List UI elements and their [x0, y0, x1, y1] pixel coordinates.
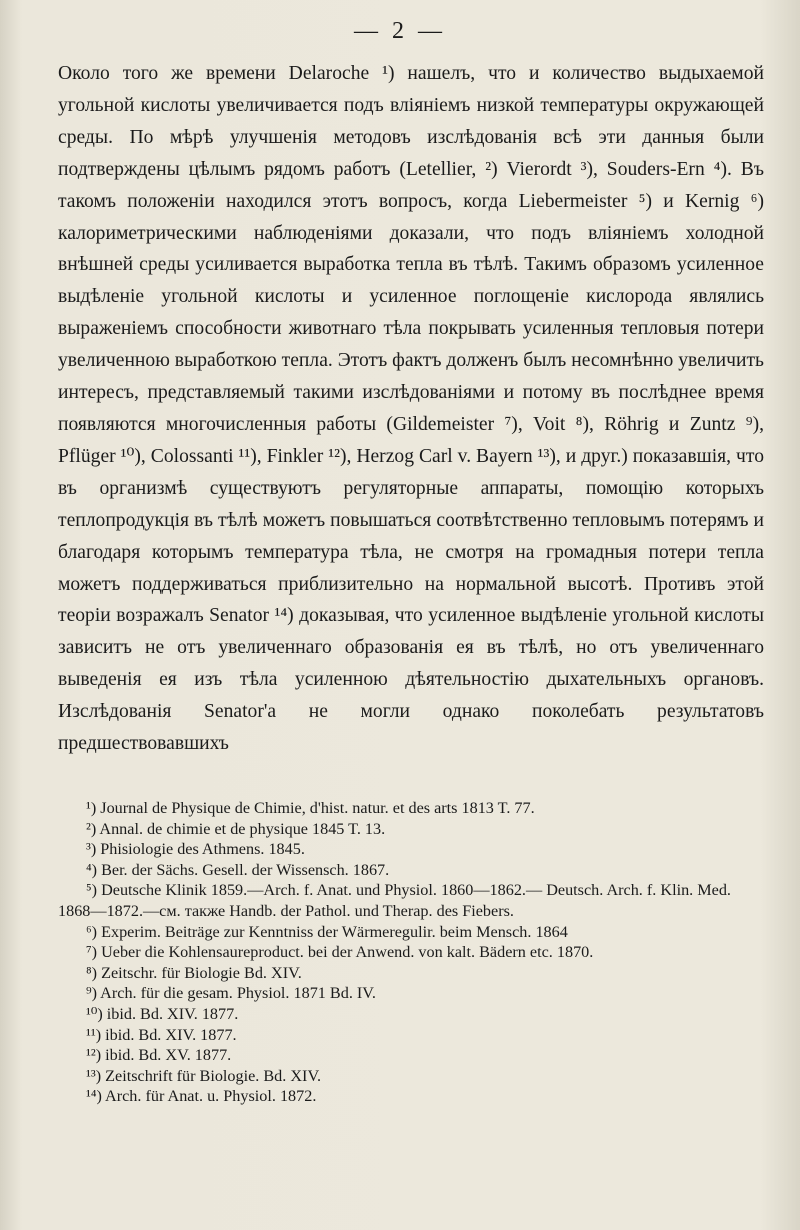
footnote-2: ²) Annal. de chimie et de physique 1845 T. 13.: [86, 819, 386, 838]
footnote-11: ¹¹) ibid. Bd. XIV. 1877.: [86, 1025, 237, 1044]
footnote-5: ⁵) Deutsche Klinik 1859.—Arch. f. Anat. und Physiol. 1860—1862.— Deutsch. Arch. f. Klin. Med. 1868—1872.—см. также Handb. der Pathol. und Therap. des Fiebers.: [58, 881, 731, 920]
footnote-3: ³) Phisiologie des Athmens. 1845.: [86, 840, 305, 859]
footnote-6: ⁶) Experim. Beiträge zur Kenntniss der Wärmeregulir. beim Mensch. 1864: [86, 922, 568, 941]
footnote-13: ¹³) Zeitschrift für Biologie. Bd. XIV.: [86, 1066, 322, 1085]
footnote-14: ¹⁴) Arch. für Anat. u. Physiol. 1872.: [86, 1087, 317, 1106]
footnote-10: ¹⁰) ibid. Bd. XIV. 1877.: [86, 1004, 239, 1023]
footnote-7: ⁷) Ueber die Kohlensaureproduct. bei der Anwend. von kalt. Bädern etc. 1870.: [86, 943, 594, 962]
footnote-9: ⁹) Arch. für die gesam. Physiol. 1871 Bd. IV.: [86, 984, 376, 1003]
footnote-1: ¹) Journal de Physique de Chimie, d'hist. natur. et des arts 1813 T. 77.: [86, 799, 535, 817]
footnote-12: ¹²) ibid. Bd. XV. 1877.: [86, 1046, 232, 1065]
footnotes: [58, 798, 764, 1107]
paragraph-text: Около того же времени Delaroche ¹) нашелъ, что и количество выдыхаемой угольной кислоты увеличивается подъ вліяніемъ низкой температуры окружающей среды. По мѣрѣ улучшенія методовъ изслѣдованія всѣ эти данныя были подтверждены цѣлымъ рядомъ работъ (Letellier, ²) Vierordt ³), Souders-Ern ⁴). Въ такомъ положеніи находился этотъ вопросъ, когда Liebermeister ⁵) и Kernig ⁶) калориметрическими наблюденіями доказали, что подъ вліяніемъ холодной внѣшней среды усиливается выработка тепла въ тѣлѣ. Такимъ образомъ усиленное выдѣленіе угольной кислоты и усиленное поглощеніе кислорода являлись выраженіемъ способности животнаго тѣла покрывать усиленныя тепловыя потери увеличенною выработкою тепла. Этотъ фактъ долженъ былъ несомнѣнно увеличить интересъ, представляемый такими изслѣдованіями и потому въ послѣднее время появляются многочисленныя работы (Gildemeister ⁷), Voit ⁸), Röhrig и Zuntz ⁹), Pflüger ¹⁰), Colossanti ¹¹), Finkler ¹²), Herzog Carl v. Bayern ¹³), и друг.) показавшія, что въ организмѣ существуютъ регуляторные аппараты, помощію которыхъ теплопродукція въ тѣлѣ можетъ повышаться соотвѣтственно тепловымъ потерямъ и благодаря которымъ температура тѣла, не смотря на громадныя потери тепла можетъ поддерживаться приблизительно на нормальной высотѣ. Противъ этой теоріи возражалъ Senator ¹⁴) доказывая, что усиленное выдѣленіе угольной кислоты зависитъ не отъ увеличеннаго образованія ея въ тѣлѣ, но отъ увеличеннаго выведенія ея изъ тѣла усиленною дѣятельностію дыхательныхъ органовъ. Изслѣдованія Senator'а не могли однако поколебать результатовъ предшествовавшихъ: [58, 63, 764, 755]
footnote-8: ⁸) Zeitschr. für Biologie Bd. XIV.: [86, 963, 302, 982]
footnote-4: ⁴) Ber. der Sächs. Gesell. der Wissensch. 1867.: [86, 860, 390, 879]
page-number: — 2 —: [354, 18, 446, 44]
main-paragraph: [58, 58, 764, 760]
